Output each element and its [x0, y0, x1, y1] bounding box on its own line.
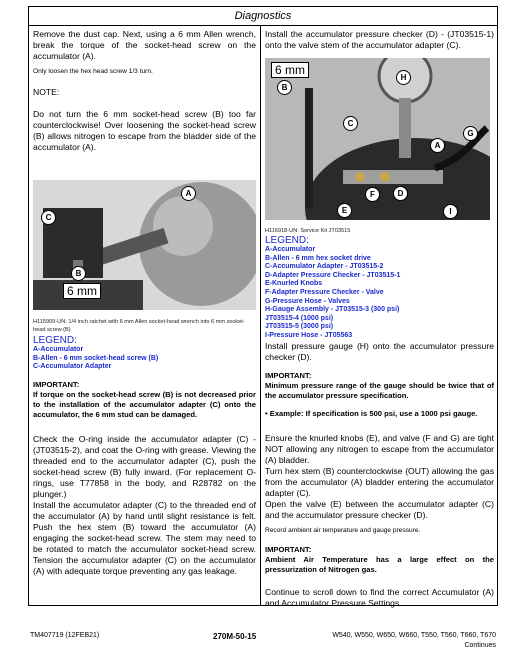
callout-b: B	[71, 266, 86, 281]
page-title: Diagnostics	[29, 7, 497, 26]
legend-item: B-Allen - 6 mm hex socket drive	[265, 254, 371, 262]
paragraph-check-oring: Check the O-ring inside the accumulator adapter (C) - (JT03515-2), and coat the O-ring with grease. Viewing the threaded end to the accumulator adapter (C), push the socket-head screw (B) fully inward. (For replacement O-rings, use T77858 in the body, and R28782 on the plunger.)	[33, 433, 256, 499]
legend-item: A-Accumulator	[33, 346, 84, 353]
accumulator-wrench-photo	[33, 180, 256, 310]
legend-item: JT03515-5 (3000 psi)	[265, 323, 334, 331]
legend-item: G-Pressure Hose - Valves	[265, 297, 350, 305]
important-text: Minimum pressure range of the gauge should be twice that of the accumulator pressure specification.	[265, 380, 494, 400]
legend-list	[265, 246, 494, 341]
legend-item: D-Adapter Pressure Checker - JT03515-1	[265, 271, 401, 279]
legend-item: C-Accumulator Adapter - JT03515-2	[265, 263, 384, 271]
legend-item: B-Allen - 6 mm socket-head screw (B)	[33, 354, 159, 362]
paragraph-record-temp: Record ambient air temperature and gauge pressure.	[265, 526, 421, 534]
callout-a: A	[181, 186, 196, 201]
callout-a: A	[430, 138, 445, 153]
legend-item: JT03515-4 (1000 psi)	[265, 314, 334, 322]
legend-item: H-Gauge Assembly - JT03515-3 (300 psi)	[265, 306, 400, 314]
page-frame	[28, 6, 498, 606]
left-column	[33, 29, 256, 577]
paragraph-open-valve: Open the valve (E) between the accumulator adapter (C) and the accumulator pressure checker (D).	[265, 498, 494, 520]
callout-i: I	[443, 204, 458, 219]
legend-title: LEGEND:	[33, 335, 77, 346]
callout-c: C	[41, 210, 56, 225]
note-text: Do not turn the 6 mm socket-head screw (B) too far counterclockwise! Over loosening the socket-head screw (B) allows nitrogen to escape from the bladder side of the accumulator (A).	[33, 109, 256, 152]
column-divider	[260, 26, 261, 606]
paragraph-install-adapter: Install the accumulator adapter (C) to the threaded end of the accumulator (A) by hand until slight resistance is felt. Push the hex stem (B) toward the accumulator (A) engaging the socket-head screw. The stem may need to be rotated to match the accumulator socket-head screw. Tension the accumulator adapter (C) on the accumulator (A) with adequate torque preventing any gas leakage.	[33, 499, 256, 576]
callout-c: C	[343, 116, 358, 131]
legend-item: I-Pressure Hose - JT05563	[265, 331, 353, 339]
paragraph-install-checker: Install the accumulator pressure checker (D) - (JT03515-1) onto the valve stem of the accumulator adapter (C).	[265, 29, 494, 50]
note-label: NOTE:	[33, 87, 60, 97]
callout-f: F	[365, 187, 380, 202]
important-text: Ambient Air Temperature has a large effect on the pressurization of Nitrogen gas.	[265, 554, 494, 574]
legend-item: C-Accumulator Adapter	[33, 363, 112, 371]
paragraph-turn-hex-stem: Turn hex stem (B) counterclockwise (OUT) allowing the gas from the accumulator (A) bladder entering the accumulator adapter (C).	[265, 465, 494, 498]
size-label: 6 mm	[271, 62, 309, 78]
important-label: IMPORTANT:	[265, 370, 312, 380]
paragraph-install-gauge: Install pressure gauge (H) onto the accumulator pressure checker (D).	[265, 340, 494, 362]
footer-models: W540, W550, W650, W660, T550, T560, T660, T670	[332, 632, 496, 639]
important-label: IMPORTANT:	[33, 379, 80, 389]
footer-page-number: 270M-50-15	[213, 632, 257, 641]
service-kit-photo	[265, 58, 490, 220]
important-text: If torque on the socket-head screw (B) is not decreased prior to the installation of the accumulator adapter (C) onto the accumulator, the 6 mm stud can be damaged.	[33, 389, 256, 419]
photo-caption: H116918-UN: Service Kit JT03515	[265, 228, 351, 234]
paragraph-ensure-knobs: Ensure the knurled knobs (E), and valve (F and G) are tight NOT allowing any nitrogen to escape from the accumulator (A) bladder.	[265, 432, 494, 465]
legend-list	[33, 346, 256, 372]
callout-b: B	[277, 80, 292, 95]
paragraph-remove-dust-cap: Remove the dust cap. Next, using a 6 mm Allen wrench, break the torque of the socket-head screw on the accumulator (A).	[33, 29, 256, 61]
right-column	[265, 29, 494, 609]
size-label: 6 mm	[63, 283, 101, 299]
legend-item: E-Knurled Knobs	[265, 280, 323, 288]
callout-e: E	[337, 203, 352, 218]
callout-d: D	[393, 186, 408, 201]
legend-item: A-Accumulator	[265, 246, 316, 253]
example-text: • Example: If specification is 500 psi, use a 1000 psi gauge.	[265, 408, 478, 418]
important-label: IMPORTANT:	[265, 544, 312, 554]
callout-g: G	[463, 126, 478, 141]
legend-title: LEGEND:	[265, 235, 309, 246]
footer-doc-id: TM407719 (12FEB21)	[30, 632, 100, 639]
photo-caption: H115909-UN: 1/4 inch ratchet with 6 mm Allen socket-head wrench into 6 mm socket-head screw (B)	[33, 319, 245, 333]
paragraph-continue-scroll: Continue to scroll down to find the correct Accumulator (A) and Accumulator Pressure Settings	[265, 586, 494, 608]
legend-item: F-Adapter Pressure Checker - Valve	[265, 288, 384, 296]
footer-continues: Continues	[464, 642, 496, 649]
paragraph-loosen-note: Only loosen the hex head screw 1/3 turn.	[33, 68, 153, 75]
callout-h: H	[396, 70, 411, 85]
